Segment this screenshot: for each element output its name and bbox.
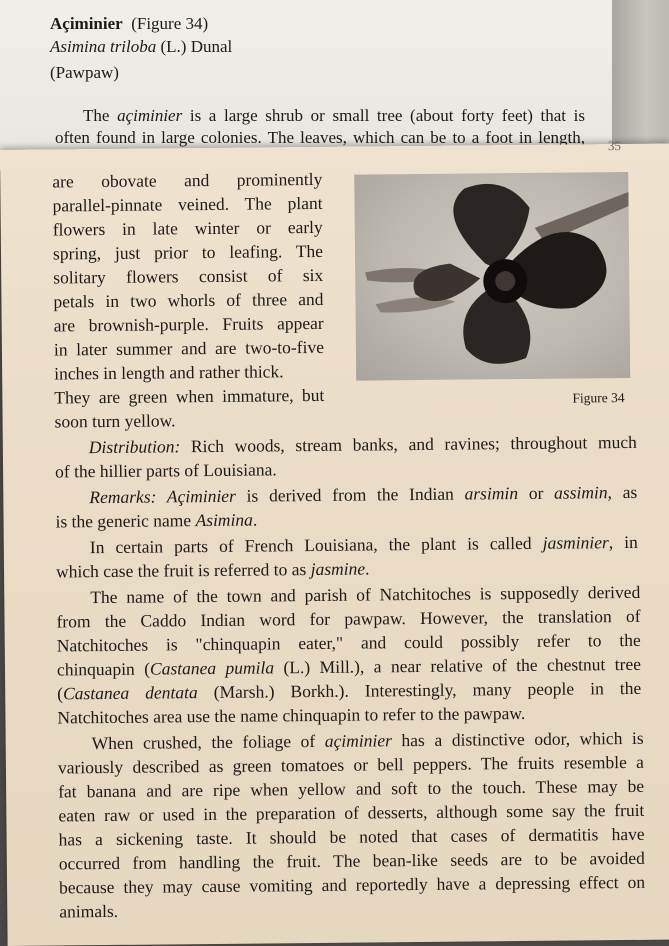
entry-title: Açiminier <box>50 14 123 33</box>
paragraph-line: eaten raw or used in the preparation of desserts, although some say the fruit <box>58 799 645 826</box>
paragraph-line: chinquapin (Castanea pumila (L.) Mill.), a near relative of the chestnut tree <box>56 653 642 680</box>
paragraph-line: often found in large colonies. The leaves, which can be to a foot in length, <box>55 128 585 147</box>
remarks-line: Remarks: Açiminier is derived from the Indian arsimin or assimin, as <box>89 481 638 508</box>
paragraph-line: variously described as green tomatoes or bell peppers. The fruits resemble a <box>57 751 644 778</box>
column-line: parallel-pinnate veined. The plant <box>52 192 323 216</box>
scientific-name: Asimina triloba <box>50 37 157 56</box>
column-line: flowers in late winter or early <box>52 216 323 240</box>
paragraph-line: The açiminier is a large shrub or small tree (about forty feet) that is <box>83 106 585 125</box>
figure-caption: Figure 34 <box>572 390 625 406</box>
column-line: They are green when immature, but <box>54 384 325 408</box>
authority: (L.) Dunal <box>160 37 233 56</box>
paragraph-line: Natchitoches is "chinquapin eater," and could possibly refer to the <box>56 629 641 656</box>
paragraph-line: fat banana and are ripe when yellow and soft to the touch. These may be <box>58 775 645 802</box>
distribution-line: of the hillier parts of Louisiana. <box>54 459 277 482</box>
column-line: in later summer and are two-to-five <box>53 336 325 360</box>
paragraph-line: from the Caddo Indian word for pawpaw. However, the translation of <box>56 605 641 632</box>
paragraph-line: has a sickening taste. It should be noted that cases of dermatitis have <box>58 823 645 850</box>
remarks-line: is the generic name Asimina. <box>55 509 258 532</box>
paragraph-line: In certain parts of French Louisiana, the plant is called jasminier, in <box>89 531 638 558</box>
scientific-name-line <box>50 37 232 57</box>
distribution-line: Distribution: Rich woods, stream banks, and ravines; throughout much <box>88 431 637 458</box>
paragraph-line: Natchitoches area use the name chinquapin to refer to the pawpaw. <box>57 702 526 728</box>
paragraph-line: animals. <box>59 900 119 922</box>
column-line: spring, just prior to leafing. The <box>52 240 324 264</box>
column-line: are brownish-purple. Fruits appear <box>53 312 324 336</box>
column-line: solitary flowers consist of six <box>53 264 324 288</box>
figure-reference: (Figure 34) <box>131 14 209 33</box>
page-number: 35 <box>607 138 622 154</box>
paragraph-line: When crushed, the foliage of açiminier has a distinctive odor, which is <box>91 727 644 754</box>
common-name: (Pawpaw) <box>50 63 119 82</box>
paragraph-line: The name of the town and parish of Natchitoches is supposedly derived <box>90 581 641 608</box>
column-line: are obovate and prominently <box>52 168 323 192</box>
flower-illustration <box>354 172 630 381</box>
paragraph-line: occurred from handling the fruit. The bean-like seeds are to be avoided <box>58 847 645 874</box>
paragraph-line: (Castanea dentata (Marsh.) Borkh.). Interestingly, many people in the <box>57 677 642 704</box>
pawpaw-flower-photo <box>354 172 630 381</box>
front-page <box>0 138 669 946</box>
column-line: inches in length and rather thick. <box>54 361 284 384</box>
column-line: soon turn yellow. <box>54 410 176 432</box>
column-line: petals in two whorls of three and <box>53 288 324 312</box>
paragraph-line: which case the fruit is referred to as jasmine. <box>55 558 370 582</box>
paragraph-line: because they may cause vomiting and reportedly have a depressing effect on <box>58 871 646 898</box>
entry-heading <box>50 14 208 34</box>
